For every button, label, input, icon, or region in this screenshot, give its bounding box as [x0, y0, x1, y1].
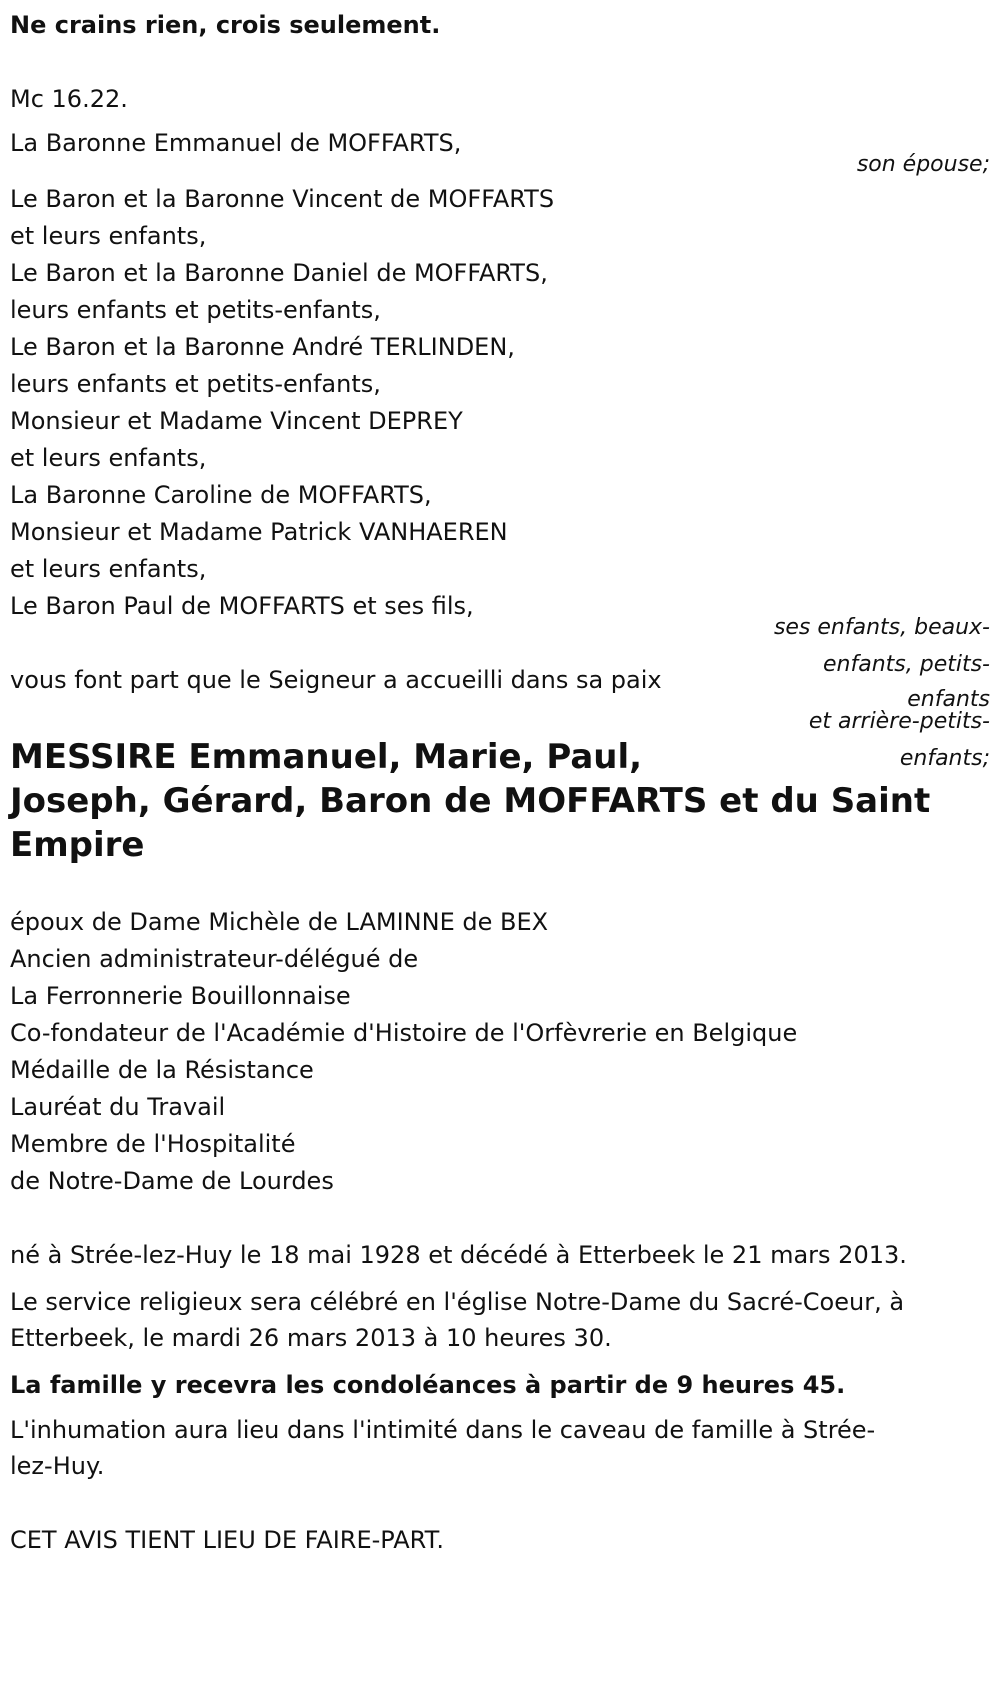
spouse-note: son épouse;	[856, 152, 990, 177]
closing-statement: CET AVIS TIENT LIEU DE FAIRE-PART.	[10, 1526, 445, 1554]
family-line: Le Baron et la Baronne Vincent de MOFFARTS	[10, 185, 555, 213]
condolences-info: La famille y recevra les condoléances à partir de 9 heures 45.	[10, 1371, 846, 1399]
title-line: Ancien administrateur-délégué de	[10, 945, 419, 973]
family-line: leurs enfants et petits-enfants,	[10, 296, 381, 324]
title-line: La Ferronnerie Bouillonnaise	[10, 982, 351, 1010]
deceased-name-line: Joseph, Gérard, Baron de MOFFARTS et du Saint	[10, 781, 931, 821]
family-line: Monsieur et Madame Vincent DEPREY	[10, 407, 463, 435]
family-list	[10, 181, 554, 625]
children-note-line: ses enfants, beaux-	[773, 615, 990, 640]
deceased-name-line: Empire	[10, 825, 145, 865]
title-line: Co-fondateur de l'Académie d'Histoire de l'Orfèvrerie en Belgique	[10, 1019, 798, 1047]
service-line: Le service religieux sera célébré en l'église Notre-Dame du Sacré-Coeur, à	[10, 1288, 905, 1316]
family-line: Le Baron et la Baronne André TERLINDEN,	[10, 333, 515, 361]
motto: Ne crains rien, crois seulement.	[10, 11, 441, 39]
burial-line: L'inhumation aura lieu dans l'intimité dans le caveau de famille à Strée-	[10, 1416, 876, 1444]
deceased-name-line: MESSIRE Emmanuel, Marie, Paul,	[10, 737, 643, 777]
announcement: vous font part que le Seigneur a accueilli dans sa paix	[10, 666, 662, 694]
birth-death-dates: né à Strée-lez-Huy le 18 mai 1928 et décédé à Etterbeek le 21 mars 2013.	[10, 1241, 907, 1269]
family-line: leurs enfants et petits-enfants,	[10, 370, 381, 398]
bible-verse-reference: Mc 16.22.	[10, 85, 128, 113]
children-note-line: enfants;	[899, 746, 990, 771]
family-line: Le Baron et la Baronne Daniel de MOFFARTS,	[10, 259, 548, 287]
children-note-line: enfants, petits-	[823, 652, 990, 677]
titles-list	[10, 904, 797, 1200]
title-line: Lauréat du Travail	[10, 1093, 226, 1121]
spouse-line: La Baronne Emmanuel de MOFFARTS,	[10, 129, 462, 157]
family-line: et leurs enfants,	[10, 444, 207, 472]
burial-line: lez-Huy.	[10, 1452, 105, 1480]
children-note-line: enfants	[907, 687, 990, 712]
title-line: Médaille de la Résistance	[10, 1056, 314, 1084]
family-line: La Baronne Caroline de MOFFARTS,	[10, 481, 432, 509]
title-line: époux de Dame Michèle de LAMINNE de BEX	[10, 908, 549, 936]
family-line: Le Baron Paul de MOFFARTS et ses fils,	[10, 592, 474, 620]
family-line: et leurs enfants,	[10, 555, 207, 583]
family-line: Monsieur et Madame Patrick VANHAEREN	[10, 518, 508, 546]
service-line: Etterbeek, le mardi 26 mars 2013 à 10 heures 30.	[10, 1324, 612, 1352]
title-line: Membre de l'Hospitalité	[10, 1130, 296, 1158]
children-note-line: et arrière-petits-	[808, 709, 990, 734]
title-line: de Notre-Dame de Lourdes	[10, 1167, 334, 1195]
family-line: et leurs enfants,	[10, 222, 207, 250]
